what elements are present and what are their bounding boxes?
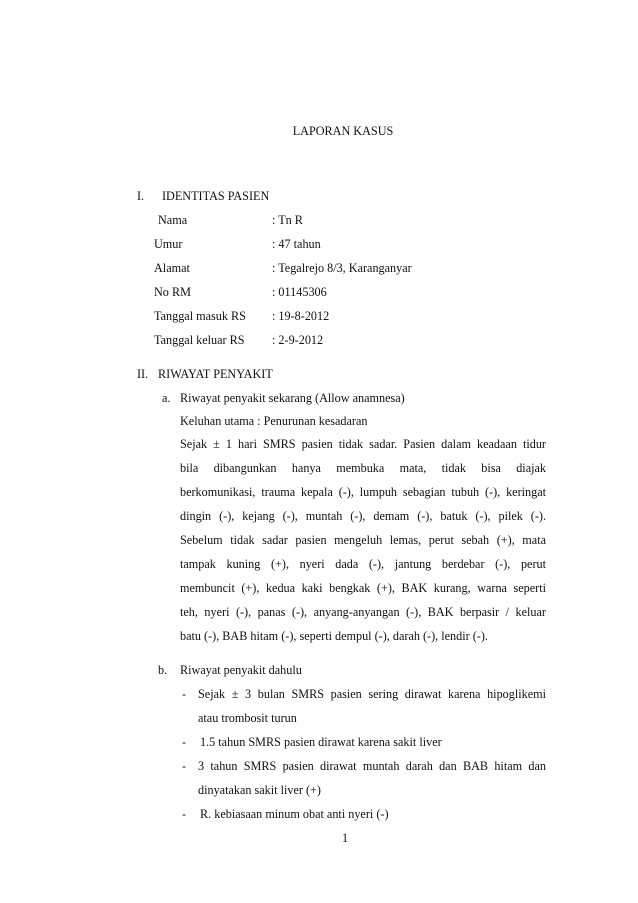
identity-label-alamat: Alamat xyxy=(154,261,190,275)
identity-value-nama: : Tn R xyxy=(272,213,303,227)
page-number: 1 xyxy=(341,831,349,845)
section-1-number: I. xyxy=(137,189,145,203)
identity-label-tanggal-masuk: Tanggal masuk RS xyxy=(154,309,246,323)
section-1-heading: IDENTITAS PASIEN xyxy=(162,189,270,203)
identity-value-umur: : 47 tahun xyxy=(272,237,321,251)
history-line-8: teh, nyeri (-), panas (-), anyang-anyangan (-), BAK berpasir / keluar xyxy=(180,605,546,619)
list-item-3-dash: - xyxy=(182,759,187,773)
identity-value-alamat: : Tegalrejo 8/3, Karanganyar xyxy=(272,261,412,275)
history-line-7: membuncit (+), kedua kaki bengkak (+), BAK kurang, warna seperti xyxy=(180,581,546,595)
identity-value-tanggal-keluar: : 2-9-2012 xyxy=(272,333,324,347)
history-line-3: berkomunikasi, trauma kepala (-), lumpuh sebagian tubuh (-), keringat xyxy=(180,485,546,499)
list-item-4-dash: - xyxy=(182,807,187,821)
section-2-heading: RIWAYAT PENYAKIT xyxy=(158,367,273,381)
history-line-9: batu (-), BAB hitam (-), seperti dempul (-), darah (-), lendir (-). xyxy=(180,629,488,643)
identity-label-nama: Nama xyxy=(158,213,188,227)
identity-label-no-rm: No RM xyxy=(154,285,191,299)
history-line-1: Sejak ± 1 hari SMRS pasien tidak sadar. Pasien dalam keadaan tidur xyxy=(180,437,546,451)
subsection-b-marker: b. xyxy=(158,663,168,677)
history-line-5: Sebelum tidak sadar pasien mengeluh lemas, perut sebah (+), mata xyxy=(180,533,546,547)
history-line-2: bila dibangunkan hanya membuka mata, tidak bisa diajak xyxy=(180,461,546,475)
list-item-1-line-1: Sejak ± 3 bulan SMRS pasien sering dirawat karena hipoglikemi xyxy=(198,687,546,701)
identity-label-umur: Umur xyxy=(154,237,183,251)
list-item-3-line-2: dinyatakan sakit liver (+) xyxy=(198,783,321,797)
subsection-b-heading: Riwayat penyakit dahulu xyxy=(180,663,302,677)
document-title: LAPORAN KASUS xyxy=(292,124,394,138)
list-item-2-line-1: 1.5 tahun SMRS pasien dirawat karena sakit liver xyxy=(200,735,442,749)
identity-value-tanggal-masuk: : 19-8-2012 xyxy=(272,309,330,323)
list-item-1-line-2: atau trombosit turun xyxy=(198,711,297,725)
history-line-4: dingin (-), kejang (-), muntah (-), demam (-), batuk (-), pilek (-). xyxy=(180,509,546,523)
identity-label-tanggal-keluar: Tanggal keluar RS xyxy=(154,333,245,347)
list-item-4-line-1: R. kebiasaan minum obat anti nyeri (-) xyxy=(200,807,389,821)
list-item-2-dash: - xyxy=(182,735,187,749)
identity-value-no-rm: : 01145306 xyxy=(272,285,327,299)
history-line-6: tampak kuning (+), nyeri dada (-), jantung berdebar (-), perut xyxy=(180,557,546,571)
keluhan-utama: Keluhan utama : Penurunan kesadaran xyxy=(180,414,368,428)
list-item-1-dash: - xyxy=(182,687,187,701)
subsection-a-marker: a. xyxy=(162,391,171,405)
section-2-number: II. xyxy=(137,367,149,381)
list-item-3-line-1: 3 tahun SMRS pasien dirawat muntah darah dan BAB hitam dan xyxy=(198,759,546,773)
subsection-a-heading: Riwayat penyakit sekarang (Allow anamnesa) xyxy=(180,391,405,405)
